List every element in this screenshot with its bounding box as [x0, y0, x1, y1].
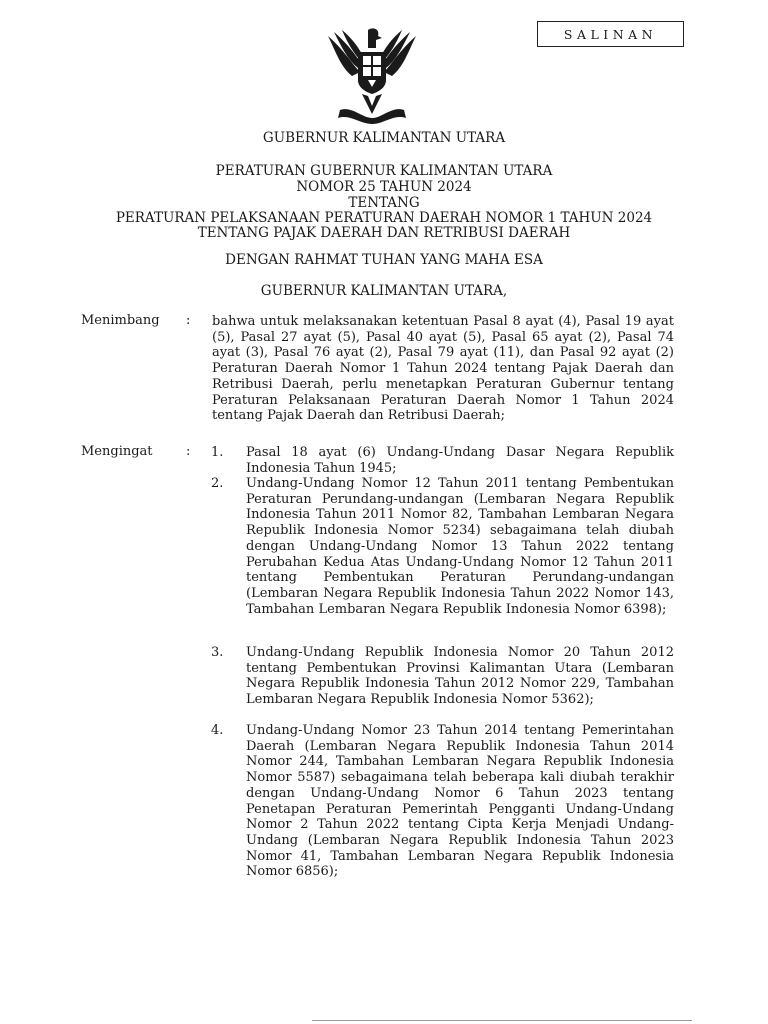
regulation-title: PERATURAN GUBERNUR KALIMANTAN UTARA [215, 163, 553, 179]
mengingat-item-1-number: 1. [211, 445, 224, 460]
mengingat-item-2-number: 2. [211, 476, 224, 491]
menimbang-label: Menimbang [81, 313, 160, 328]
mengingat-item-1-text: Pasal 18 ayat (6) Undang-Undang Dasar Negara Republik Indonesia Tahun 1945; [246, 445, 674, 476]
mengingat-item-2-text: Undang-Undang Nomor 12 Tahun 2011 tentang Pembentukan Peraturan Perundang-undangan (Lembaran Negara Republik Indonesia Tahun 2011 Nomor 82, Tambahan Lembaran Negara Republik Indonesia Nomor 5234) sebagaimana telah diubah dengan Undang-Undang Nomor 13 Tahun 2022 tentang Perubahan Kedua Atas Undang-Undang Nomor 12 Tahun 2011 tentang Pembentukan Peraturan Perundang-undangan (Lembaran Negara Republik Indonesia Tahun 2022 Nomor 143, Tambahan Lembaran Negara Republik Indonesia Nomor 6398); [246, 476, 674, 617]
header-governor: GUBERNUR KALIMANTAN UTARA [262, 130, 506, 146]
mengingat-item-4-text: Undang-Undang Nomor 23 Tahun 2014 tentang Pemerintahan Daerah (Lembaran Negara Republik Indonesia Tahun 2014 Nomor 244, Tambahan Lembaran Negara Republik Indonesia Nomor 5587) sebagaimana telah beberapa kali diubah terakhir dengan Undang-Undang Nomor 6 Tahun 2023 tentang Penetapan Peraturan Pemerintah Pengganti Undang-Undang Nomor 2 Tahun 2022 tentang Cipta Kerja Menjadi Undang-Undang (Lembaran Negara Republik Indonesia Tahun 2023 Nomor 41, Tambahan Lembaran Negara Republik Indonesia Nomor 6856); [246, 723, 674, 880]
menimbang-text: bahwa untuk melaksanakan ketentuan Pasal 8 ayat (4), Pasal 19 ayat (5), Pasal 27 ayat (5), Pasal 40 ayat (5), Pasal 65 ayat (2), Pasal 74 ayat (3), Pasal 76 ayat (2), Pasal 79 ayat (11), dan Pasal 92 ayat (2) Peraturan Daerah Nomor 1 Tahun 2024 tentang Pajak Daerah dan Retribusi Daerah, perlu menetapkan Peraturan Gubernur tentang Peraturan Pelaksanaan Peraturan Daerah Nomor 1 Tahun 2024 tentang Pajak Daerah dan Retribusi Daerah; [212, 314, 674, 424]
garuda-emblem-icon [322, 22, 422, 126]
regulation-subject-line1: PERATURAN PELAKSANAAN PERATURAN DAERAH NOMOR 1 TAHUN 2024 [115, 210, 653, 226]
salinan-stamp: SALINAN [537, 21, 684, 47]
blessing-line: DENGAN RAHMAT TUHAN YANG MAHA ESA [225, 252, 543, 268]
mengingat-item-3-text: Undang-Undang Republik Indonesia Nomor 20 Tahun 2012 tentang Pembentukan Provinsi Kalimantan Utara (Lembaran Negara Republik Indonesia Tahun 2012 Nomor 229, Tambahan Lembaran Negara Republik Indonesia Nomor 5362); [246, 645, 674, 708]
regulation-subject-line2: TENTANG PAJAK DAERAH DAN RETRIBUSI DAERAH [197, 225, 571, 241]
menimbang-colon: : [186, 313, 191, 328]
regulation-about: TENTANG [348, 195, 420, 211]
page-bottom-rule [312, 1020, 692, 1021]
governor-signatory-heading: GUBERNUR KALIMANTAN UTARA, [260, 283, 508, 299]
regulation-number: NOMOR 25 TAHUN 2024 [296, 179, 472, 195]
mengingat-item-3-number: 3. [211, 645, 224, 660]
mengingat-item-4-number: 4. [211, 723, 224, 738]
mengingat-label: Mengingat [81, 444, 153, 459]
mengingat-colon: : [186, 444, 191, 459]
